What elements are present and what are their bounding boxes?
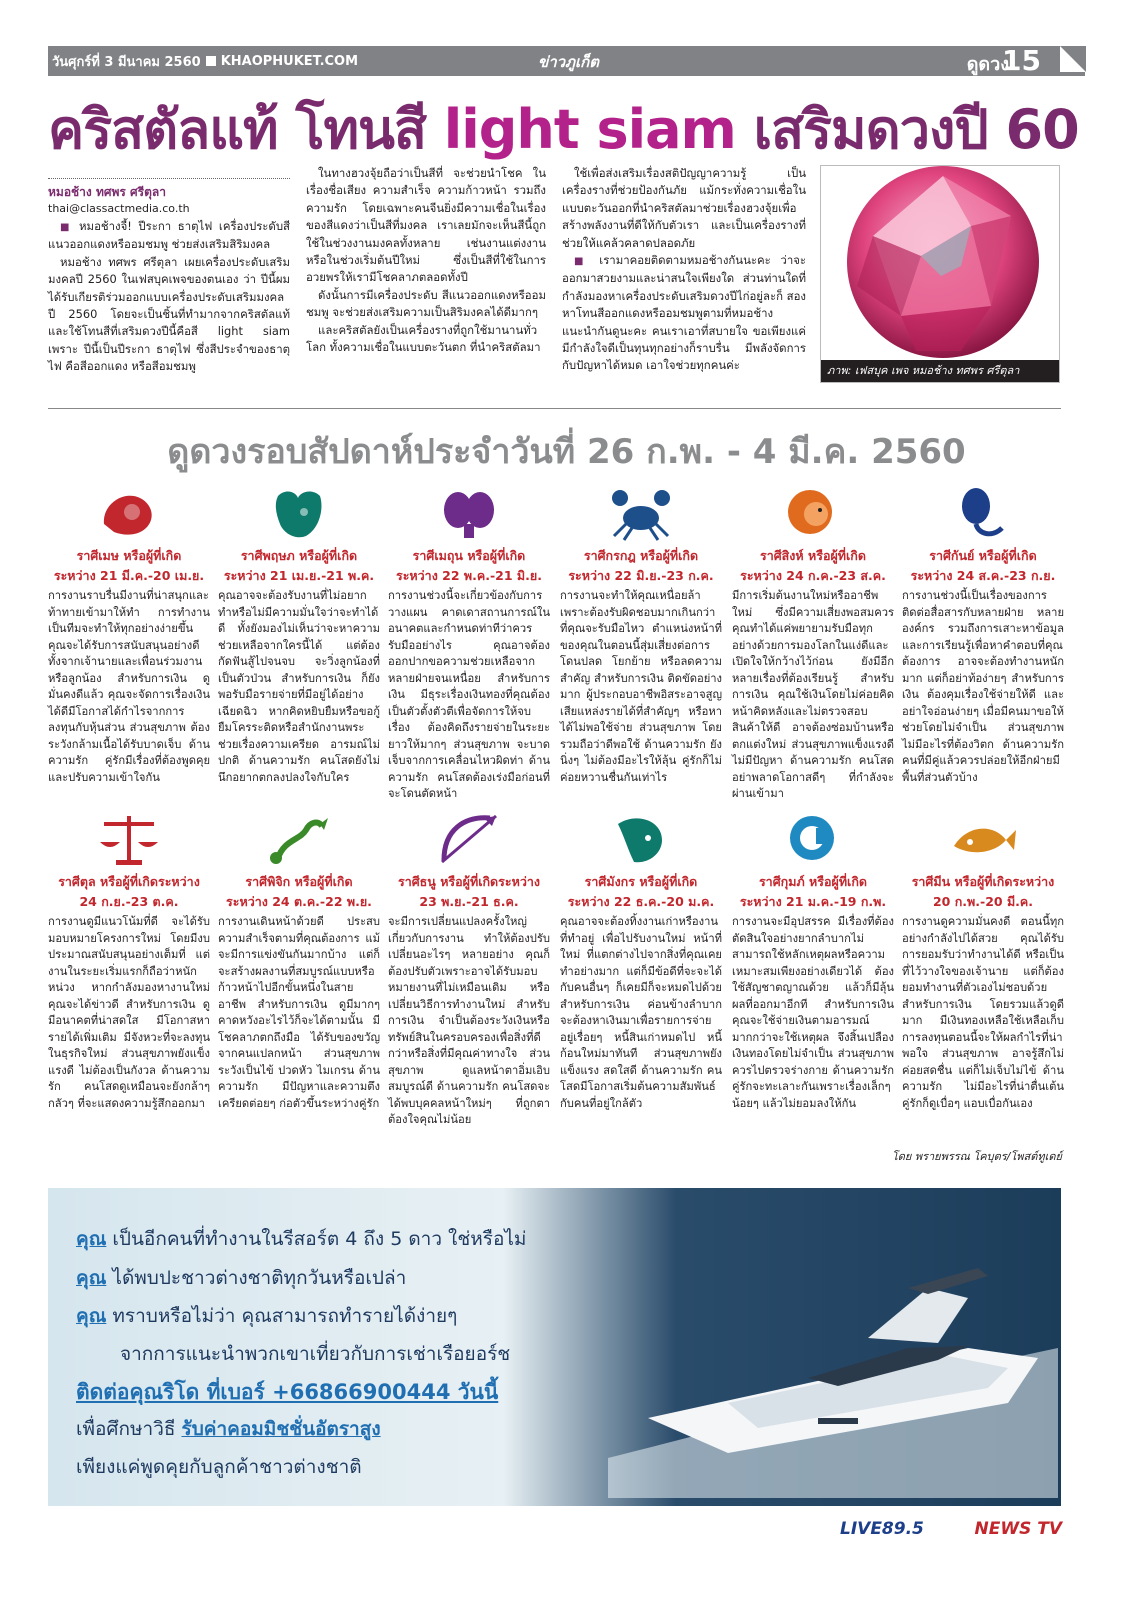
sagittarius-archer-icon [434,810,504,868]
author-email[interactable]: thai@classactmedia.co.th [48,202,190,215]
article-paragraph: ดังนั้นการมีเครื่องประดับ สีแนวออกแดงหรืออมชมพู จะช่วยส่งเสริมความเป็นสิริมงคลได้ดีมากๆ [306,287,546,320]
sign-forecast: การงานเดินหน้าด้วยดี ประสบความสำเร็จตามที่คุณต้องการ แม้จะมีการแข่งขันกันมากบ้าง แต่ก็จะสร้างผลงานที่สมบูรณ์แบบหรือก้าวหน้าไปอีกขั้นหนึ่งในสายอาชีพ สำหรับการเงิน ดูมีมากๆ คาดหวังอะไรไว้ก็จะได้ตามนั้น มีโชคลาภตกถึงมือ ได้รับของขวัญจากคนแปลกหน้า ส่วนสุขภาพ ระวังเป็นไข้ ปวดหัว ไมเกรน ด้านความรัก มีปัญหาและความตึงเครียดต่อยๆ ก่อตัวขึ้นระหว่างคู่รัก [218,915,380,1110]
site-url[interactable]: KHAOPHUKET.COM [220,53,359,69]
sign-pisces [902,810,1064,1112]
issue-date: วันศุกร์ที่ 3 มีนาคม 2560 [52,54,201,70]
sign-date-range: ระหว่าง 24 ก.ค.-23 ส.ค. [740,568,886,583]
sign-forecast: จะมีการเปลี่ยนแปลงครั้งใหญ่เกี่ยวกับการงาน ทำให้ต้องปรับเปลี่ยนอะไรๆ หลายอย่าง คุณก็ต้องปรับตัวเพราะอาจได้รับมอบหมายงานที่ไม่เหมือนเดิม หรือเปลี่ยนวิธีการทำงานใหม่ สำหรับการเงิน จำเป็นต้องระวังเงินหรือทรัพย์สินในครอบครองเพื่อสิ่งที่ดีกว่าหรือสิ่งที่มีคุณค่าทางใจ ส่วนสุขภาพ ดูแลหน้าตาอิ่มเอิบสมบูรณ์ดี ด้านความรัก คนโสดจะได้พบบุคคลหน้าใหม่ๆ ที่ถูกตาต้องใจคุณไม่น้อย [388,915,550,1126]
sign-forecast: คุณอาจจะต้องรับงานที่ไม่อยากทำหรือไม่มีความมั่นใจว่าจะทำได้ดี ทั้งยังมองไม่เห็นว่าจะหาความช่วยเหลือจากใครนี้ได้ แต่ต้องกัดฟันสู้ไปจนจบ จะวิ่งลูกน้องที่เป็นตัวป่วน สำหรับการเงิน ก็ยังพอรับมือรายจ่ายที่มีอยู่ได้อย่างเฉียดฉิว หากคิดหยิบยืมหรือขอกู้ยืมโครระติดหรือสำนักงานพระช่วยเรื่องความเครียด อารมณ์ไม่ปกติ ด้านความรัก คนโสดยังไม่นึกอยากตกลงปลงใจกับใคร [218,589,380,784]
sign-forecast: มีการเริ่มต้นงานใหม่หรืออาชีพใหม่ ซึ่งมีความเสี่ยงพอสมควร คุณทำได้แค่พยายามรับมือทุกอย่างด้วยการมองโลกในแง่ดีและเปิดใจให้กว้างไว้ก่อน ยังมีอีกหลายเรื่องที่ต้องเรียนรู้ สำหรับการเงิน คุณใช้เงินโดยไม่ค่อยคิดหน้าคิดหลังและไม่ตรวจสอบสินค้าให้ดี อาจต้องซ่อมบ้านหรือตกแต่งใหม่ ส่วนสุขภาพแข็งแรงดีไม่มีปัญหา ด้านความรัก คนโสดอย่าพลาดโอกาสดีๆ ที่กำลังจะผ่านเข้ามา [732,589,894,800]
commission-link[interactable]: รับค่าคอมมิชชั่นอัตราสูง [181,1418,381,1440]
article-title [48,86,1079,172]
section-name: ดูดวง [966,54,1009,75]
crystal-photo [820,165,1060,383]
sign-sagittarius [388,810,550,1129]
sign-date-range: ระหว่าง 22 พ.ค.-21 มิ.ย. [395,568,542,583]
sign-forecast: การงานจะมีอุปสรรค มีเรื่องที่ต้องตัดสินใจอย่างยากลำบากไม่สามารถใช้หลักเหตุผลหรือความเหมาะสมเพียงอย่างเดียวได้ ต้องใช้สัญชาตญาณด้วย แล้วก็มีลุ้นผลที่ออกมาอีกที สำหรับการเงิน คุณจะใช้จ่ายเงินตามอารมณ์มากกว่าจะใช้เหตุผล จึงสิ้นเปลืองเงินทองโดยไม่จำเป็น ส่วนสุขภาพ ควรไปตรวจร่างกาย ด้านความรัก คู่รักจะทะเลาะกันเพราะเรื่องเล็กๆ น้อยๆ แล้วไม่ยอมลงให้กัน [732,915,894,1110]
footer-logos [840,1516,1062,1542]
yacht-advertisement [48,1188,1061,1506]
sign-date-range: ระหว่าง 24 ส.ค.-23 ก.ย. [910,568,1056,583]
ad-line-3: คุณ ทราบหรือไม่ว่า คุณสามารถทำรายได้ง่ายๆ [76,1305,458,1327]
horoscope-credit: โดย พรายพรรณ โคบุตร/โพสต์ทูเดย์ [891,1150,1062,1163]
article-paragraph: ■ หมอช้างจี้! ปีระกา ธาตุไฟ เครื่องประดับสีแนวออกแดงหรืออมชมพู ช่วยส่งเสริมสิริมงคล [48,219,291,252]
page-header [48,46,1085,76]
sign-gemini [388,484,550,803]
sign-taurus [218,484,380,786]
sign-date-range: ระหว่าง 22 มิ.ย.-23 ก.ค. [568,568,714,583]
title-part-2: เสริมดวงปี 60 [753,98,1079,161]
scorpio-scorpion-icon [264,810,334,868]
title-highlight: light siam [443,98,736,161]
sign-leo [732,484,894,803]
capricorn-goat-icon [606,810,676,868]
photo-caption: ภาพ: เฟสบุค เพจ หมอช้าง ทศพร ศรีตุลา [821,360,1059,382]
sign-virgo [902,484,1064,786]
sign-name: ราศีมีน หรือผู้ที่เกิดระหว่าง [911,874,1055,889]
sign-date-range: ระหว่าง 22 ธ.ค.-20 ม.ค. [567,894,715,909]
taurus-bull-icon [264,484,334,542]
page-number: 15 [1002,44,1041,77]
leo-lion-icon [778,484,848,542]
sign-date-range: 20 ก.พ.-20 มี.ค. [932,894,1034,909]
article-paragraph: ■ เรามาคอยติดตามหมอช้างกันนะคะ ว่าจะออกมาสวยงามและน่าสนใจเพียงใด ส่วนท่านใดที่กำลังมองหาเครื่องประดับเสริมดวงปีไก่อยู่ละก็ สองหาโทนสีออกแดงหรืออมชมพูตามที่หมอช้างแนะนำกันดูนะคะ คนเราเอาที่สบายใจ ขอเพียงแค่มีกำลังใจดีเป็นทุนทุกอย่างก็ราบรื่น มีพลังจัดการกับปัญหาได้หมด เอาใจช่วยทุกคนค่ะ [562,253,807,373]
author-name: หมอช้าง ทศพร ศรีตุลา [48,185,166,199]
article-paragraph: ในทางฮวงจุ้ยถือว่าเป็นสีที่ จะช่วยนำโชค ในเรื่องชื่อเสียง ความสำเร็จ ความก้าวหน้า รวมถึงความรัก โดยเฉพาะคนจีนยิ่งมีความเชื่อในเรื่องของสีแดงว่าเป็นสีที่มงคล เราเลยมักจะเห็นสีนี้ถูกใช้ในช่วงงานมงคลทั้งหลาย เช่นงานแต่งงาน หรือในช่วงเริ่มต้นปีใหม่ ซึ่งเป็นสีที่ใช้ในการอวยพรให้เรามีโชคลาภตลอดทั้งปี [306,166,546,285]
sign-name: ราศีกันย์ หรือผู้ที่เกิด [929,548,1037,563]
sign-name: ราศีมังกร หรือผู้ที่เกิด [584,874,698,889]
sign-date-range: 23 พ.ย.-21 ธ.ค. [419,894,519,909]
libra-scales-icon [94,810,164,868]
sign-date-range: ระหว่าง 21 ม.ค.-19 ก.พ. [739,894,887,909]
section-divider [48,408,1061,409]
virgo-maiden-icon [948,484,1018,542]
article-paragraph: หมอช้าง ทศพร ศรีตุลา เผยเครื่องประดับเสริมมงคลปี 2560 ในเฟสบุคเพจของตนเอง ว่า ปีนี้ผมได้รับเกียรติร่วมออกแบบเครื่องประดับเสริมมงคลปี 2560 โดยจะเป็นชิ้นที่ทำมากจากคริสตัลแท้ และใช้โทนสีที่เสริมดวงปีนี้คือสี light siam เพราะ ปีนี้เป็นปีระกา ธาตุไฟ ซึ่งสีประจำของธาตุไฟ คือสีออกแดง หรือสีอมชมพู [48,254,290,374]
horoscope-heading: ดูดวงรอบสัปดาห์ประจำวันที่ 26 ก.พ. - 4 มี.ค. 2560 [167,432,966,472]
sign-name: ราศีสิงห์ หรือผู้ที่เกิด [760,548,866,563]
article-column-3 [562,165,806,375]
separator-square [206,56,216,66]
pisces-fish-icon [948,810,1018,868]
article-paragraph: และคริสตัลยังเป็นเครื่องรางที่ถูกใช้มานานทั่วโลก ทั้งความเชื่อในแบบตะวันตก ที่นำคริสตัลมา [306,322,541,355]
sign-capricorn [560,810,722,1112]
ad-line-4: จากการแนะนำพวกเขาเที่ยวกับการเช่าเรือยอร์ช [120,1343,511,1365]
sign-forecast: การงานดูมีแนวโน้มที่ดี จะได้รับมอบหมายโครงการใหม่ โดยมีงบประมาณสนับสนุนอย่างเต็มที่ แต่งานในระยะเริ่มแรกก็ถือว่าหนักหน่วง หากกำลังมองหางานใหม่ คุณจะได้ข่าวดี สำหรับการเงิน ดูมีอนาคตที่น่าสดใส มีโอกาสหารายได้เพิ่มเติม มีจังหวะที่จะลงทุนในธุรกิจใหม่ ส่วนสุขภาพยังแข็งแรงดี ไม่ต้องเป็นกังวล ด้านความรัก คนโสดดูเหมือนจะยังกล้าๆ กลัวๆ ที่จะแสดงความรู้สึกออกมา [48,915,210,1110]
sign-forecast: การงานราบรื่นมีงานที่น่าสนุกและท้าทายเข้ามาให้ทำ การทำงานเป็นทีมจะทำให้ทุกอย่างง่ายขึ้น คุณจะได้รับการสนับสนุนอย่างดีทั้งจากเจ้านายและเพื่อนร่วมงาน หรือลูกน้อง สำหรับการเงิน ดูมั่นคงดีแล้ว คุณจะจัดการเรื่องเงินได้ดีมีโอกาสได้กำไรจากการลงทุนกับหุ้นส่วน ส่วนสุขภาพ ต้องระวังกล้ามเนื้อได้รับบาดเจ็บ ด้านความรัก คู่รักมีเรื่องที่ต้องพูดคุยและปรับความเข้าใจกัน [48,589,210,784]
sign-name: ราศีพฤษภ หรือผู้ที่เกิด [240,548,358,563]
sign-aries [48,484,210,786]
author-block [48,178,290,215]
gemini-twins-icon [434,484,504,542]
article-column-1 [48,218,290,376]
article-paragraph: ใช้เพื่อส่งเสริมเรื่องสติปัญญาความรู้ เป็นเครื่องรางที่ช่วยป้องกันภัย แม้กระทั่งความเชื่อในแบบตะวันออกที่นำคริสตัลมาช่วยเรื่องฮวงจุ้ยเพื่อสร้างพลังงานที่ดีให้กับตัวเรา และเป็นเครื่องรางที่ช่วยให้แคล้วคลาดปลอดภัย [562,166,806,250]
sign-forecast: คุณอาจจะต้องทิ้งงานเก่าหรืองานที่ทำอยู่ เพื่อไปรับงานใหม่ หน้าที่ใหม่ ที่แตกต่างไปจากสิ่งที่คุณเคยทำอย่างมาก แต่ก็มีข้อดีที่จะจะได้กับคนอื่นๆ ก็เคยมีก็จะหมดไปด้วย สำหรับการเงิน ค่อนข้างลำบาก จะต้องหาเงินมาเพื่อรายการจ่ายอยู่เรื่อยๆ หนี้สินเก่าหมดไป หนี้ก้อนใหม่มาทันที ส่วนสุขภาพยังแข็งแรง สดใสดี ด้านความรัก คนโสดมีโอกาสเริ่มต้นความสัมพันธ์กับคนที่อยู่ใกล้ตัว [560,915,722,1110]
sign-name: ราศีเมถุน หรือผู้ที่เกิด [412,548,526,563]
sign-forecast: การงานจะทำให้คุณเหนื่อยล้าเพราะต้องรับผิดชอบมากเกินกว่าที่คุณจะรับมือไหว ตำแหน่งหน้าที่ของคุณในตอนนี้สุ่มเสี่ยงต่อการโดนปลด โยกย้าย หรือลดความสำคัญ สำหรับการเงิน ติดขัดอย่างมาก ผู้ประกอบอาชีพอิสระอาจสูญเสียแหล่งรายได้ที่สำคัญๆ หรือหาได้ไม่พอใช้จ่าย ส่วนสุขภาพ โดยรวมถือว่าดีพอใช้ ด้านความรัก ยังนิ่งๆ ไม่ต้องมีอะไรให้ลุ้น คู่รักก็ไม่ค่อยหวานชื่นกันเท่าไร [560,589,722,784]
sign-date-range: 24 ก.ย.-23 ต.ค. [79,894,179,909]
sign-name: ราศีกรกฎ หรือผู้ที่เกิด [583,548,699,563]
aquarius-water-bearer-icon [778,810,848,868]
article-column-2 [306,165,546,356]
cancer-crab-icon [606,484,676,542]
ad-contact-link[interactable]: ติดต่อคุณริโด ที่เบอร์ +66866900444 วันนี้ [76,1380,499,1404]
sign-scorpio [218,810,380,1112]
news-tv-logo: NEWS TV [974,1519,1062,1539]
corner-triangle [1060,46,1086,72]
sign-name: ราศีเมษ หรือผู้ที่เกิด [76,548,182,563]
crystal-gem-image [821,166,1060,383]
sign-forecast: การงานช่วงนี้จะเกี่ยวข้องกับการวางแผน คาดเดาสถานการณ์ในอนาคตและกำหนดท่าทีว่าควรรับมืออย่างไร คุณอาจต้องออกปากขอความช่วยเหลือจากหลายฝ่ายจนเหนื่อย สำหรับการเงิน มีธุระเรื่องเงินทองที่คุณต้องเป็นตัวตั้งตัวตีเพื่อจัดการให้จบเรื่อง ต้องคิดถึงรายจ่ายในระยะยาวให้มากๆ ส่วนสุขภาพ จะบาดเจ็บจากการเคลื่อนไหวผิดท่า ด้านความรัก คนโสดต้องเร่งมือก่อนที่จะโดนตัดหน้า [388,589,550,800]
ad-line-7: เพียงแค่พูดคุยกับลูกค้าชาวต่างชาติ [76,1456,362,1478]
sign-forecast: การงานช่วงนี้เป็นเรื่องของการติดต่อสื่อสารกับหลายฝ่าย หลายองค์กร รวมถึงการเสาะหาข้อมูลและการเรียนรู้เพื่อหาคำตอบที่คุณต้องการ อาจจะต้องทำงานหนักมาก แต่ก็อย่าท้อง่ายๆ สำหรับการเงิน ต้องคุมเรื่องใช้จ่ายให้ดี และอย่าใจอ่อนง่ายๆ เมื่อมีคนมาขอให้ช่วยโดยไม่จำเป็น ส่วนสุขภาพ ไม่มีอะไรที่ต้องวิตก ด้านความรัก คนที่มีคู่แล้วควรปล่อยให้อีกฝ่ายมีพื้นที่ส่วนตัวบ้าง [902,589,1064,784]
ad-line-6: เพื่อศึกษาวิธี รับค่าคอมมิชชั่นอัตราสูง [76,1418,381,1440]
yacht-image [608,1228,1058,1498]
sign-name: ราศีกุมภ์ หรือผู้ที่เกิด [758,874,868,889]
aries-ram-icon [94,484,164,542]
title-part-1: คริสตัลแท้ โทนสี [48,98,426,161]
sign-cancer [560,484,722,786]
live-radio-logo: LIVE89.5 [840,1519,924,1539]
sign-libra [48,810,210,1112]
sign-name: ราศีพิจิก หรือผู้ที่เกิด [245,874,353,889]
sign-date-range: ระหว่าง 24 ต.ค.-22 พ.ย. [226,894,372,909]
sign-date-range: ระหว่าง 21 มี.ค.-20 เม.ย. [53,568,205,583]
sign-name: ราศีตุล หรือผู้ที่เกิดระหว่าง [58,874,200,889]
sign-aquarius [732,810,894,1112]
newspaper-logo: ข่าวภูเก็ต [538,53,599,71]
sign-name: ราศีธนู หรือผู้ที่เกิดระหว่าง [398,874,540,889]
ad-line-2: คุณ ได้พบปะชาวต่างชาติทุกวันหรือเปล่า [76,1267,407,1289]
sign-forecast: การงานดูความมั่นคงดี ตอนนี้ทุกอย่างกำลังไปได้สวย คุณได้รับการยอมรับว่าทำงานได้ดี หรือเป็นที่ไว้วางใจของเจ้านาย แต่ก็ต้องยอมทำงานที่ตัวเองไม่ชอบด้วย สำหรับการเงิน โดยรวมแล้วดูดีมาก มีเงินทองเหลือใช้เหลือเก็บ การลงทุนตอนนี้จะให้ผลกำไรที่น่าพอใจ ส่วนสุขภาพ อาจรู้สึกไม่ค่อยสดชื่น แต่ก็ไม่เจ็บไม่ไข้ ด้านความรัก ไม่มีอะไรที่น่าตื่นเต้น คู่รักก็ดูเบื่อๆ แอบเบื่อกันเอง [902,915,1064,1110]
ad-line-1: คุณ เป็นอีกคนที่ทำงานในรีสอร์ต 4 ถึง 5 ดาว ใช่หรือไม่ [76,1228,527,1250]
sign-date-range: ระหว่าง 21 เม.ย.-21 พ.ค. [223,568,375,583]
